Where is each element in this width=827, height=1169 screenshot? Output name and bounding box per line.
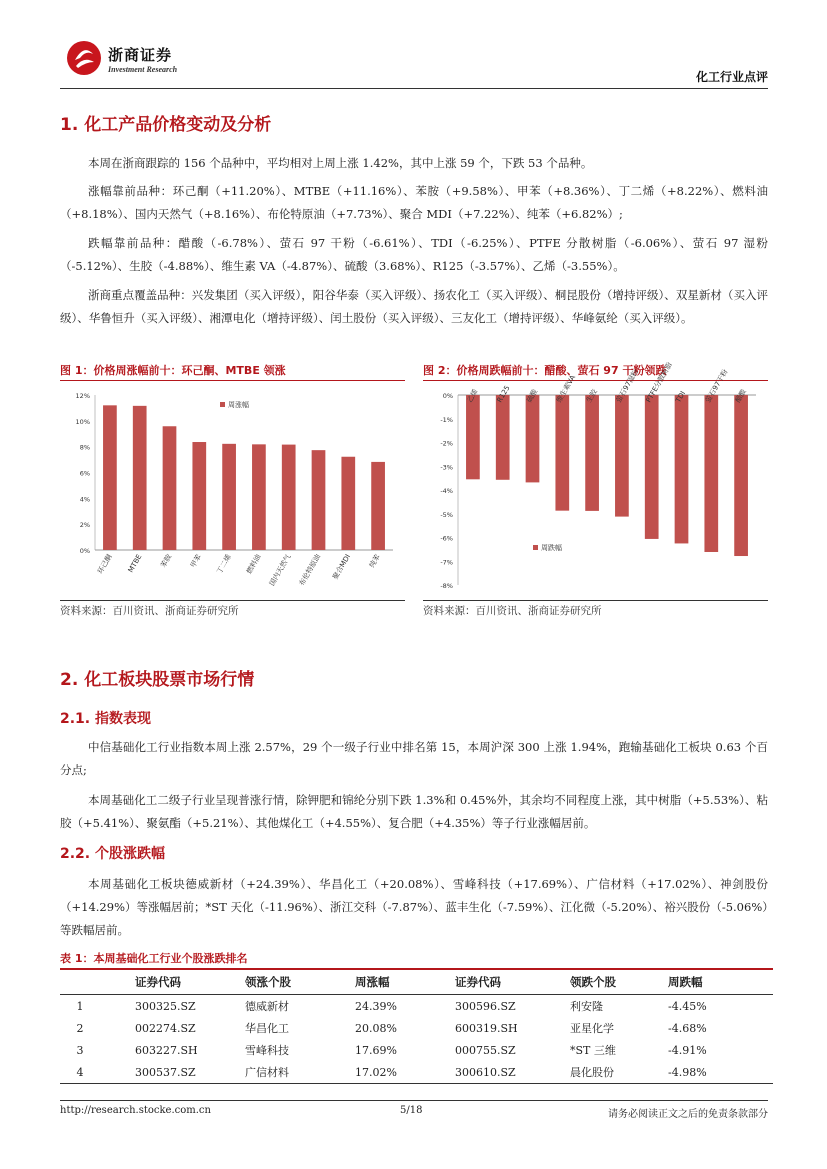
gainer-code-cell: 002274.SZ xyxy=(135,1021,196,1035)
gainer-change-cell: 20.08% xyxy=(355,1021,397,1035)
page-footer xyxy=(60,1100,768,1121)
gainer-change-cell: 17.02% xyxy=(355,1061,455,1084)
table-header-cell: 证券代码 xyxy=(455,970,570,995)
subsection-2-2-title: 2.2. 个股涨跌幅 xyxy=(60,846,165,862)
category-label: 甲苯 xyxy=(189,553,204,570)
table-header-cell xyxy=(60,970,135,995)
y-tick-label: 6% xyxy=(79,469,90,478)
y-tick-label: -7% xyxy=(440,558,453,567)
loser-change-cell: -4.91% xyxy=(668,1043,707,1057)
y-tick-label: 10% xyxy=(75,417,90,426)
category-label: 硫酸 xyxy=(525,387,540,404)
table-row xyxy=(60,1017,773,1039)
gainer-code-cell: 300537.SZ xyxy=(135,1061,245,1084)
section2-para3: 本周基础化工板块德威新材（+24.39%）、华昌化工（+20.08%）、雪峰科技（+17.69%）、广信材料（+17.02%）、神剑股份（+14.29%）等涨幅居前；*ST 天化（-11.96%）、浙江交科（-7.87%）、蓝丰生化（-7.59%）、江化微（-5.20%）、裕兴股份（-5.06%）等跌幅居前。 xyxy=(60,877,768,937)
figure2-title: 图 2：价格周跌幅前十：醋酸、萤石 97 干粉领跌 xyxy=(423,362,768,381)
loser-code-cell: 600319.SH xyxy=(455,1021,518,1035)
bar-丁二烯 xyxy=(222,444,236,550)
y-tick-label: 2% xyxy=(79,521,90,530)
category-label: 聚合MDI xyxy=(331,553,353,581)
category-label: 燃料油 xyxy=(245,553,263,576)
loser-code-cell: 300610.SZ xyxy=(455,1061,570,1084)
loser-name-cell: 晨化股份 xyxy=(570,1061,668,1084)
bar-燃料油 xyxy=(252,444,266,550)
category-label: 萤石97干粉 xyxy=(704,368,730,404)
logo-cn-text: 浙商证券 xyxy=(108,46,173,64)
table-row xyxy=(60,995,773,1018)
category-label: 维生素VA xyxy=(555,373,578,404)
figure2-source: 资料来源：百川资讯、浙商证券研究所 xyxy=(423,600,768,618)
y-tick-label: -3% xyxy=(440,463,453,472)
category-label: 醋酸 xyxy=(733,387,748,404)
category-label: MTBE xyxy=(126,553,144,574)
gainer-change-cell: 24.39% xyxy=(355,999,397,1013)
table-row xyxy=(60,1061,773,1084)
bar-PTFE分散树脂 xyxy=(645,395,659,539)
gainer-name-cell: 德威新材 xyxy=(245,1000,289,1013)
bar-维生素VA xyxy=(555,395,569,511)
section1-title: 1. 化工产品价格变动及分析 xyxy=(60,115,272,135)
bar-萤石97干粉 xyxy=(704,395,718,552)
gainer-change-cell: 17.69% xyxy=(355,1043,397,1057)
loser-change-cell: -4.98% xyxy=(668,1061,773,1084)
category-label: 生胶 xyxy=(584,387,599,404)
rank-cell: 3 xyxy=(76,1043,84,1057)
loser-code-cell: 000755.SZ xyxy=(455,1043,516,1057)
rank-cell: 1 xyxy=(76,999,84,1013)
stock-ranking-table xyxy=(60,970,773,1084)
bar-聚合MDI xyxy=(341,457,355,550)
category-label: 纯苯 xyxy=(367,553,382,570)
report-type-title: 化工行业点评 xyxy=(695,70,768,84)
rank-cell: 4 xyxy=(60,1061,135,1084)
loser-code-cell: 300596.SZ xyxy=(455,999,516,1013)
y-tick-label: -1% xyxy=(440,415,453,424)
figure1-title: 图 1：价格周涨幅前十：环己酮、MTBE 领涨 xyxy=(60,362,405,381)
loser-change-cell: -4.68% xyxy=(668,1021,707,1035)
rank-cell: 2 xyxy=(76,1021,84,1035)
gainer-name-cell: 雪峰科技 xyxy=(245,1044,289,1057)
category-label: 苯胺 xyxy=(159,553,174,570)
bar-布伦特原油 xyxy=(312,450,326,550)
category-label: 乙烯 xyxy=(465,387,480,404)
bar-硫酸 xyxy=(526,395,540,482)
table1-title: 表 1：本周基础化工行业个股涨跌排名 xyxy=(60,950,773,970)
figure1-chart xyxy=(60,385,405,597)
table-header-cell: 周涨幅 xyxy=(355,970,455,995)
y-tick-label: 0% xyxy=(79,547,90,555)
y-tick-label: 4% xyxy=(79,495,90,504)
figure1-source: 资料来源：百川资讯、浙商证券研究所 xyxy=(60,600,405,618)
bar-环己酮 xyxy=(103,405,117,550)
section2-para2: 本周基础化工二级子行业呈现普涨行情，除钾肥和锦纶分别下跌 1.3%和 0.45%外，其余均不同程度上涨，其中树脂（+5.53%）、粘胶（+5.41%）、聚氨酯（+5.21%）、其他煤化工（+4.55%）、复合肥（+4.35%）等子行业涨幅居前。 xyxy=(60,793,768,830)
loser-name-cell: *ST 三维 xyxy=(570,1044,616,1057)
legend-swatch xyxy=(220,402,225,407)
y-tick-label: -8% xyxy=(440,582,453,590)
y-tick-label: 0% xyxy=(442,392,453,400)
y-tick-label: 12% xyxy=(75,392,90,400)
bar-R125 xyxy=(496,395,510,480)
table-row xyxy=(60,1039,773,1061)
company-logo-icon xyxy=(66,40,102,76)
table-header-cell: 周跌幅 xyxy=(668,970,773,995)
y-tick-label: -2% xyxy=(440,439,453,448)
legend-swatch xyxy=(533,545,538,550)
category-label: 国内天然气 xyxy=(268,553,293,588)
category-label: 丁二烯 xyxy=(215,553,233,576)
category-label: R125 xyxy=(495,384,512,404)
gainer-name-cell: 广信材料 xyxy=(245,1061,355,1084)
page-number: 5/18 xyxy=(400,1105,423,1116)
section1-para2: 涨幅靠前品种：环己酮（+11.20%）、MTBE（+11.16%）、苯胺（+9.58%）、甲苯（+8.36%）、丁二烯（+8.22%）、燃料油（+8.18%）、国内天然气（+8.16%）、布伦特原油（+7.73%）、聚合 MDI（+7.22%）、纯苯（+6.82%）; xyxy=(60,184,768,221)
gainer-code-cell: 603227.SH xyxy=(135,1043,198,1057)
section1-para1: 本周在浙商跟踪的 156 个品种中，平均相对上周上涨 1.42%，其中上涨 59 个，下跌 53 个品种。 xyxy=(88,156,593,170)
bar-醋酸 xyxy=(734,395,748,556)
bar-纯苯 xyxy=(371,462,385,550)
loser-name-cell: 亚星化学 xyxy=(570,1022,614,1035)
bar-国内天然气 xyxy=(282,445,296,550)
y-tick-label: 8% xyxy=(79,443,90,452)
table-header-row xyxy=(60,970,773,995)
loser-name-cell: 利安隆 xyxy=(570,1000,603,1013)
y-tick-label: -4% xyxy=(440,487,453,495)
category-label: 萤石97湿粉 xyxy=(614,368,641,404)
section1-para4: 浙商重点覆盖品种：兴发集团（买入评级），阳谷华泰（买入评级）、扬农化工（买入评级）、桐昆股份（增持评级）、双星新材（买入评级）、华鲁恒升（买入评级）、湘潭电化（增持评级）、闰土股份（买入评级）、三友化工（增持评级）、华峰氨纶（买入评级）。 xyxy=(60,288,768,325)
bar-乙烯 xyxy=(466,395,480,479)
section1-para3: 跌幅靠前品种：醋酸（-6.78%）、萤石 97 干粉（-6.61%）、TDI（-6.25%）、PTFE 分散树脂（-6.06%）、萤石 97 湿粉（-5.12%）、生胶（-4.88%）、维生素 VA（-4.87%）、硫酸（3.68%）、R125（-3.57%）、乙烯（-3.55%）。 xyxy=(60,236,768,273)
subsection-2-1-title: 2.1. 指数表现 xyxy=(60,711,151,727)
bar-苯胺 xyxy=(163,426,177,550)
footer-url[interactable]: http://research.stocke.com.cn xyxy=(60,1105,211,1116)
bar-MTBE xyxy=(133,406,147,550)
bar-萤石97湿粉 xyxy=(615,395,629,517)
y-tick-label: -6% xyxy=(440,534,453,543)
bar-TDI xyxy=(675,395,689,543)
gainer-name-cell: 华昌化工 xyxy=(245,1022,289,1035)
section2-para1: 中信基础化工行业指数本周上涨 2.57%，29 个一级子行业中排名第 15，本周沪深 300 上涨 1.94%，跑输基础化工板块 0.63 个百分点; xyxy=(60,740,768,777)
table-header-cell: 领涨个股 xyxy=(245,970,355,995)
table-header-cell: 证券代码 xyxy=(135,970,245,995)
logo-en-text: Investment Research xyxy=(108,65,178,74)
category-label: TDI xyxy=(674,389,688,404)
page-header xyxy=(60,38,768,89)
table-header-cell: 领跌个股 xyxy=(570,970,668,995)
bar-甲苯 xyxy=(192,442,206,550)
legend-label: 周跌幅 xyxy=(541,544,562,552)
gainer-code-cell: 300325.SZ xyxy=(135,999,196,1013)
legend-label: 周涨幅 xyxy=(228,401,249,409)
footer-disclaimer: 请务必阅读正文之后的免责条款部分 xyxy=(608,1109,768,1120)
loser-change-cell: -4.45% xyxy=(668,999,707,1013)
section2-title: 2. 化工板块股票市场行情 xyxy=(60,670,255,690)
y-tick-label: -5% xyxy=(440,510,453,519)
category-label: PTFE分散树脂 xyxy=(644,361,674,404)
category-label: 环己酮 xyxy=(96,553,114,576)
category-label: 布伦特原油 xyxy=(297,553,323,588)
bar-生胶 xyxy=(585,395,599,511)
